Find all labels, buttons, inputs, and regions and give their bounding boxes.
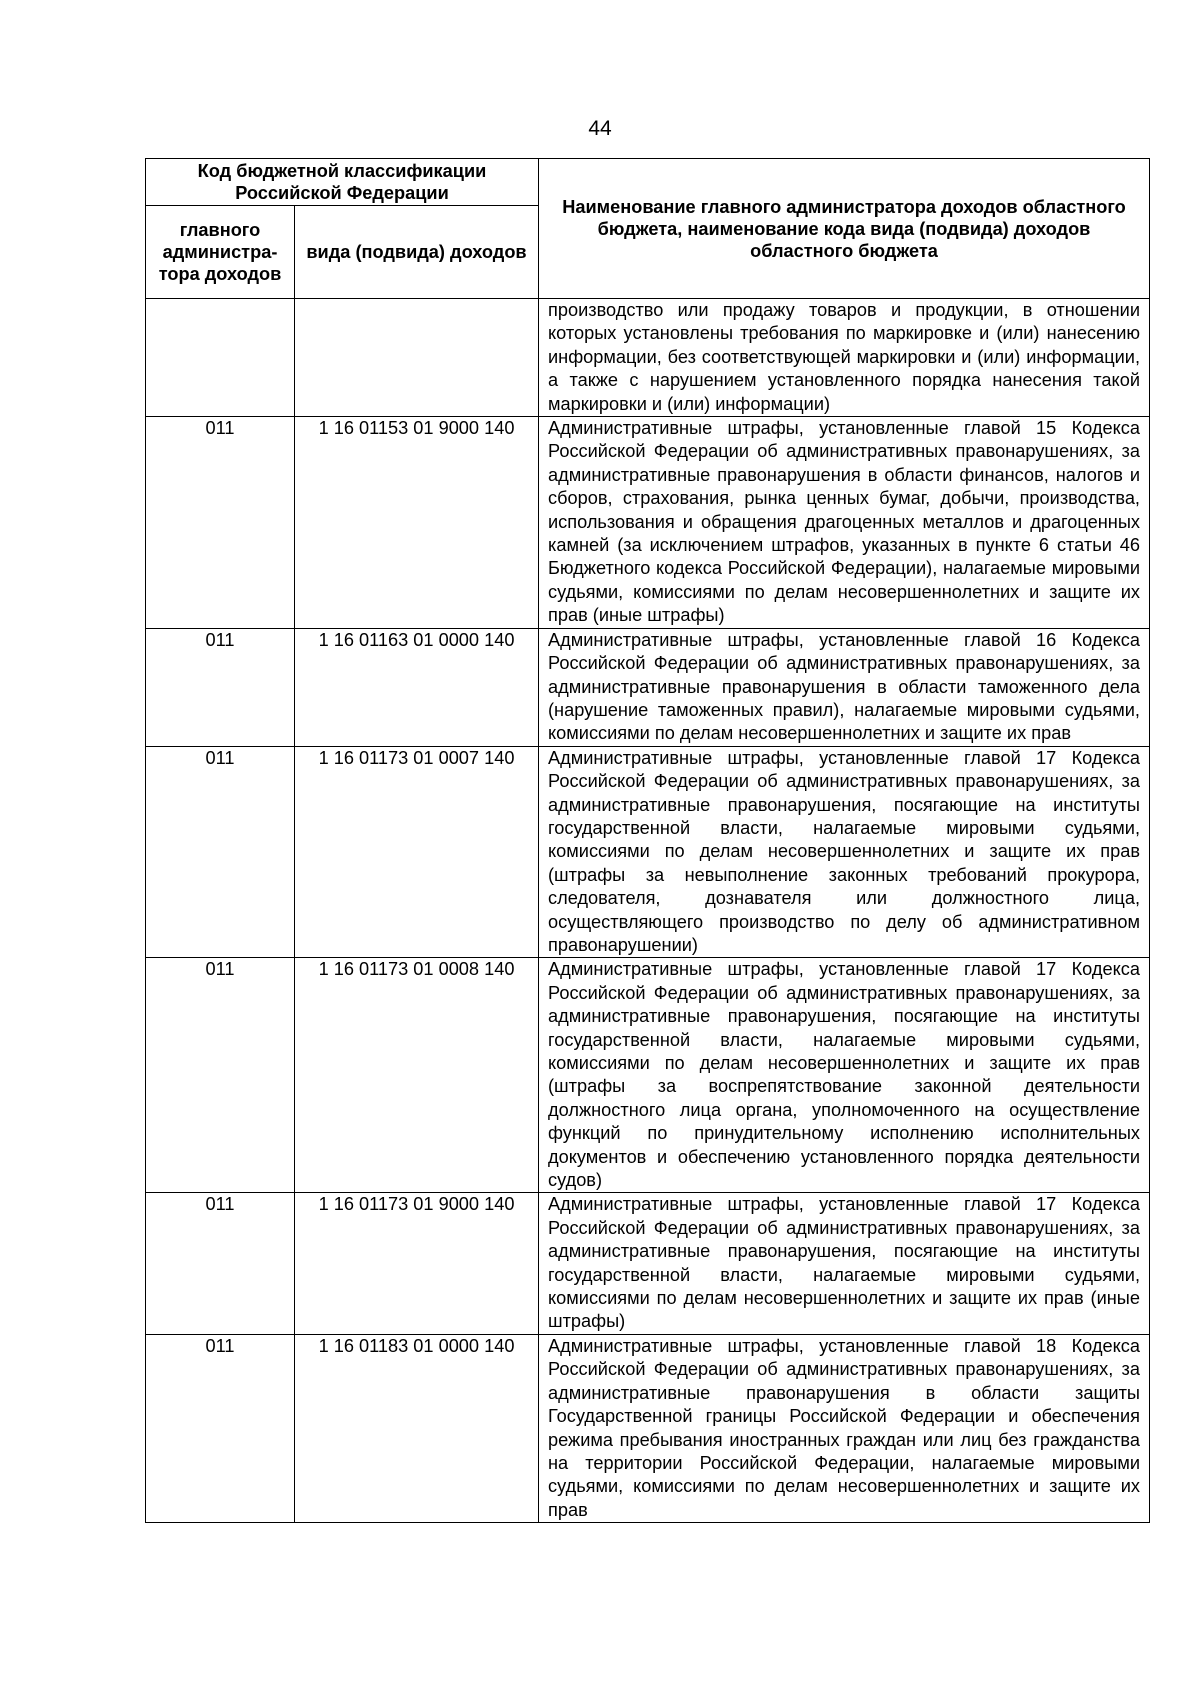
admin-code-cell xyxy=(146,299,295,417)
income-description-cell: Административные штрафы, установленные главой 16 Кодекса Российской Федерации об административных правонарушениях, за административные правонарушения в области таможенного дела (нарушение таможенных правил), налагаемые мировыми судьями, комиссиями по делам несовершеннолетних и защите их прав xyxy=(539,628,1150,746)
header-code-column: вида (подвида) доходов xyxy=(295,206,539,299)
table-row xyxy=(146,628,1150,746)
income-description-cell: Административные штрафы, установленные главой 15 Кодекса Российской Федерации об административных правонарушениях, за административные правонарушения в области финансов, налогов и сборов, страхования, рынка ценных бумаг, добычи, производства, использования и обращения драгоценных металлов и драгоценных камней (за исключением штрафов, указанных в пункте 6 статьи 46 Бюджетного кодекса Российской Федерации), налагаемые мировыми судьями, комиссиями по делам несовершеннолетних и защите их прав (иные штрафы) xyxy=(539,417,1150,629)
table-header xyxy=(146,159,1150,299)
header-admin-column: главного администра-тора доходов xyxy=(146,206,295,299)
income-code-cell: 1 16 01163 01 0000 140 xyxy=(295,628,539,746)
admin-code-cell: 011 xyxy=(146,628,295,746)
table-body xyxy=(146,299,1150,1523)
admin-code-cell: 011 xyxy=(146,1334,295,1522)
admin-code-cell: 011 xyxy=(146,1193,295,1334)
header-name-column: Наименование главного администратора доходов областного бюджета, наименование кода вида (подвида) доходов областного бюджета xyxy=(539,159,1150,299)
table-row xyxy=(146,746,1150,958)
budget-classification-table xyxy=(145,158,1150,1523)
income-code-cell: 1 16 01173 01 0007 140 xyxy=(295,746,539,958)
income-code-cell: 1 16 01153 01 9000 140 xyxy=(295,417,539,629)
admin-code-cell: 011 xyxy=(146,958,295,1193)
income-code-cell xyxy=(295,299,539,417)
admin-code-cell: 011 xyxy=(146,746,295,958)
income-description-cell: Административные штрафы, установленные главой 17 Кодекса Российской Федерации об административных правонарушениях, за административные правонарушения, посягающие на институты государственной власти, налагаемые мировыми судьями, комиссиями по делам несовершеннолетних и защите их прав (штрафы за воспрепятствование законной деятельности должностного лица органа, уполномоченного на осуществление функций по принудительному исполнению исполнительных документов и обеспечению установленного порядка деятельности судов) xyxy=(539,958,1150,1193)
income-description-cell: Административные штрафы, установленные главой 17 Кодекса Российской Федерации об административных правонарушениях, за административные правонарушения, посягающие на институты государственной власти, налагаемые мировыми судьями, комиссиями по делам несовершеннолетних и защите их прав (штрафы за невыполнение законных требований прокурора, следователя, дознавателя или должностного лица, осуществляющего производство по делу об административном правонарушении) xyxy=(539,746,1150,958)
page-number: 44 xyxy=(588,117,612,140)
table-row xyxy=(146,1334,1150,1522)
admin-code-cell: 011 xyxy=(146,417,295,629)
income-description-cell: производство или продажу товаров и продукции, в отношении которых установлены требования по маркировке и (или) нанесению информации, без соответствующей маркировки и (или) информации, а также с нарушением установленного порядка нанесения такой маркировки и (или) информации) xyxy=(539,299,1150,417)
table-row xyxy=(146,1193,1150,1334)
income-code-cell: 1 16 01173 01 0008 140 xyxy=(295,958,539,1193)
header-group-classification-code: Код бюджетной классификации Российской Федерации xyxy=(146,159,539,206)
income-description-cell: Административные штрафы, установленные главой 17 Кодекса Российской Федерации об административных правонарушениях, за административные правонарушения, посягающие на институты государственной власти, налагаемые мировыми судьями, комиссиями по делам несовершеннолетних и защите их прав (иные штрафы) xyxy=(539,1193,1150,1334)
table-row xyxy=(146,299,1150,417)
income-code-cell: 1 16 01183 01 0000 140 xyxy=(295,1334,539,1522)
table-row xyxy=(146,958,1150,1193)
table-row xyxy=(146,417,1150,629)
income-code-cell: 1 16 01173 01 9000 140 xyxy=(295,1193,539,1334)
income-description-cell: Административные штрафы, установленные главой 18 Кодекса Российской Федерации об административных правонарушениях, за административные правонарушения в области защиты Государственной границы Российской Федерации и обеспечения режима пребывания иностранных граждан или лиц без гражданства на территории Российской Федерации, налагаемые мировыми судьями, комиссиями по делам несовершеннолетних и защите их прав xyxy=(539,1334,1150,1522)
